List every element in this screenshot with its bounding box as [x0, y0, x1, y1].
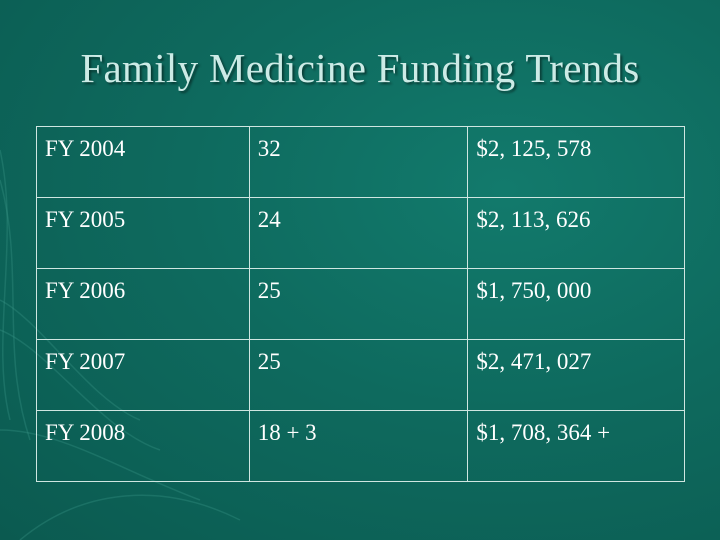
fiscal-year-cell: FY 2007 [37, 340, 250, 411]
amount-cell: $1, 708, 364 + [468, 411, 685, 482]
fiscal-year-cell: FY 2006 [37, 269, 250, 340]
amount-cell: $2, 471, 027 [468, 340, 685, 411]
fiscal-year-cell: FY 2008 [37, 411, 250, 482]
amount-cell: $2, 125, 578 [468, 127, 685, 198]
table-row [37, 411, 685, 482]
fiscal-year-cell: FY 2004 [37, 127, 250, 198]
count-cell: 24 [249, 198, 468, 269]
slide-title: Family Medicine Funding Trends [80, 45, 640, 91]
amount-cell: $1, 750, 000 [468, 269, 685, 340]
table-row [37, 340, 685, 411]
count-cell: 32 [249, 127, 468, 198]
table-row [37, 198, 685, 269]
amount-cell: $2, 113, 626 [468, 198, 685, 269]
table-row [37, 269, 685, 340]
fiscal-year-cell: FY 2005 [37, 198, 250, 269]
count-cell: 25 [249, 340, 468, 411]
count-cell: 25 [249, 269, 468, 340]
count-cell: 18 + 3 [249, 411, 468, 482]
funding-table [36, 126, 685, 482]
table-row [37, 127, 685, 198]
